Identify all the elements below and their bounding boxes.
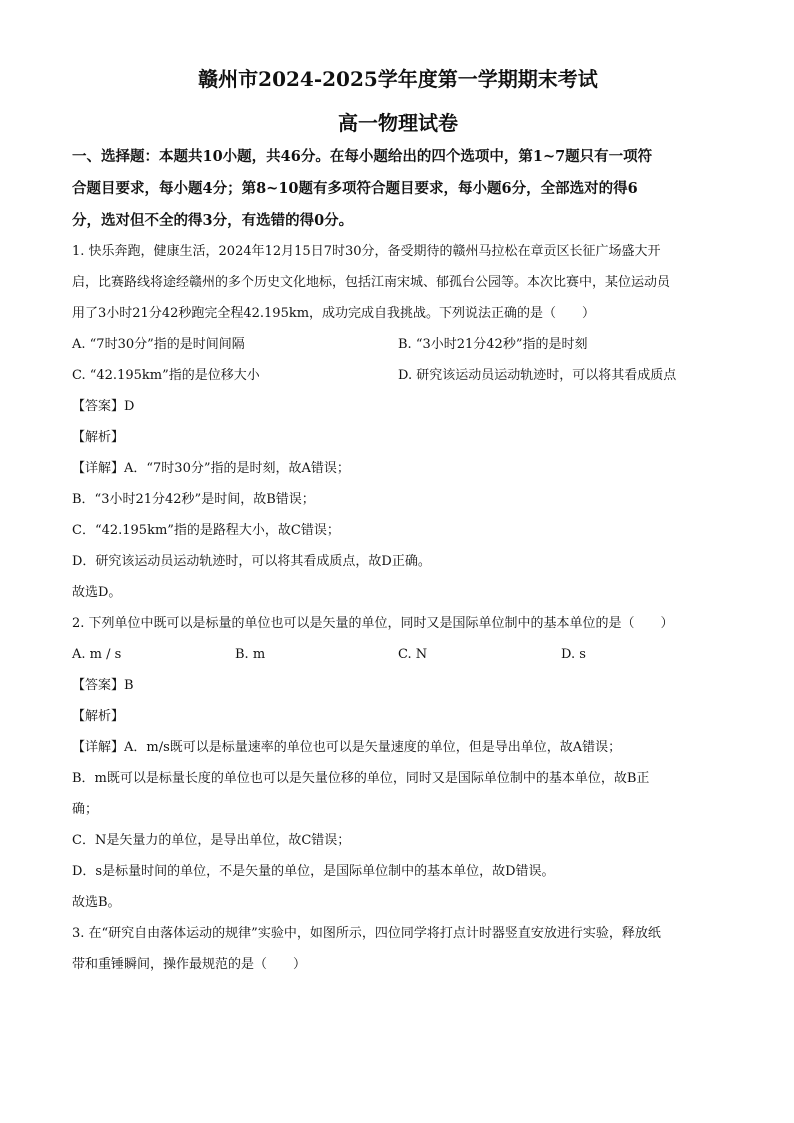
detail-line: D．研究该运动员运动轨迹时，可以将其看成质点，故D正确。	[72, 554, 431, 569]
detail-line: C．“42.195km”指的是路程大小，故C错误；	[72, 523, 340, 538]
answer-label: 【答案】D	[72, 399, 135, 414]
question-text: 1. 快乐奔跑，健康生活，2024年12月15日7时30分，备受期待的赣州马拉松在章贡区长征广场盛大开	[72, 244, 661, 259]
detail-line: 【详解】A．m/s既可以是标量速率的单位也可以是矢量速度的单位，但是导出单位，故A错误；	[72, 740, 622, 755]
option-row	[72, 360, 724, 391]
option-c: C. “42.195km”指的是位移大小	[72, 368, 260, 383]
question-3	[72, 918, 724, 980]
detail-line: 【详解】A．“7时30分”指的是时刻，故A错误；	[72, 461, 350, 476]
option-b: B. “3小时21分42秒”指的是时刻	[398, 337, 588, 352]
question-text: 3. 在“研究自由落体运动的规律”实验中，如图所示，四位同学将打点计时器竖直安放进行实验，释放纸	[72, 926, 661, 941]
option-row	[72, 329, 724, 360]
section-line: 一、选择题：本题共10小题，共46分。在每小题给出的四个选项中，第1~7题只有一项符	[72, 148, 653, 165]
analysis-label: 【解析】	[72, 709, 125, 724]
detail-line: D．s是标量时间的单位，不是矢量的单位，是国际单位制中的基本单位，故D错误。	[72, 864, 555, 879]
option-c: C. N	[398, 647, 428, 662]
answer-label: 【答案】B	[72, 678, 134, 693]
option-a: A. m / s	[72, 647, 122, 662]
question-text: 带和重锤瞬间，操作最规范的是（ ）	[72, 957, 307, 972]
section-line: 分，选对但不全的得3分，有选错的得0分。	[72, 212, 354, 229]
question-text: 启，比赛路线将途经赣州的多个历史文化地标，包括江南宋城、郁孤台公园等。本次比赛中，某位运动员	[72, 275, 671, 290]
option-d: D. s	[561, 647, 586, 662]
exam-title: 赣州市2024-2025学年度第一学期期末考试	[198, 67, 598, 91]
detail-line: 确；	[72, 802, 99, 817]
section-instructions	[72, 144, 724, 234]
question-text: 2. 下列单位中既可以是标量的单位也可以是矢量的单位，同时又是国际单位制中的基本单位的是（ ）	[72, 616, 674, 631]
exam-subtitle: 高一物理试卷	[338, 111, 458, 135]
detail-line: B．m既可以是标量长度的单位也可以是矢量位移的单位，同时又是国际单位制中的基本单位，故B正	[72, 771, 650, 786]
option-row	[72, 639, 724, 670]
detail-line: C．N是矢量力的单位，是导出单位，故C错误；	[72, 833, 351, 848]
question-2	[72, 608, 724, 918]
exam-page	[72, 64, 724, 980]
option-a: A. “7时30分”指的是时间间隔	[72, 337, 245, 352]
analysis-label: 【解析】	[72, 430, 125, 445]
detail-line: 故选B。	[72, 895, 121, 910]
option-d: D. 研究该运动员运动轨迹时，可以将其看成质点	[398, 368, 677, 383]
section-line: 合题目要求，每小题4分；第8~10题有多项符合题目要求，每小题6分，全部选对的得6	[72, 180, 638, 197]
question-text: 用了3小时21分42秒跑完全程42.195km，成功完成自我挑战。下列说法正确的是（ ）	[72, 306, 596, 321]
option-b: B. m	[235, 647, 266, 662]
detail-line: 故选D。	[72, 585, 122, 600]
detail-line: B．“3小时21分42秒”是时间，故B错误；	[72, 492, 315, 507]
question-1	[72, 236, 724, 608]
